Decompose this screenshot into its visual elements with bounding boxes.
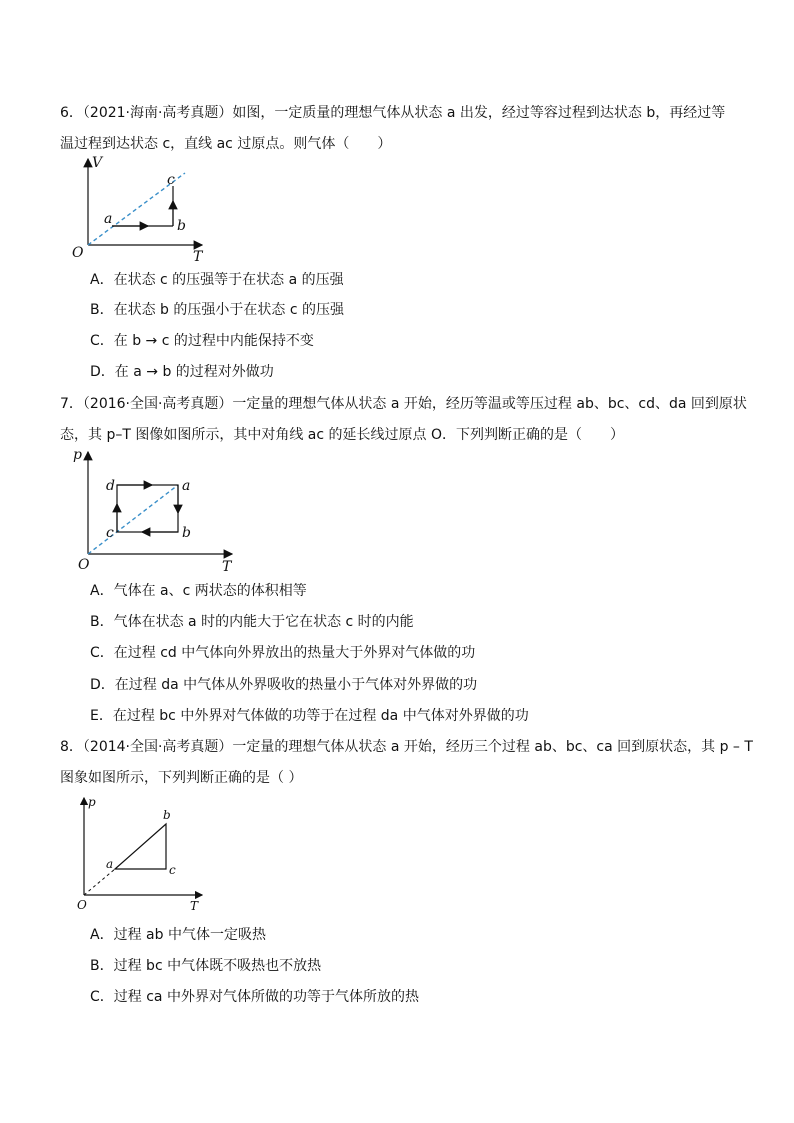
q6-option-c: C．在 b → c 的过程中内能保持不变 [90, 333, 314, 349]
q6-y-label: V [92, 155, 103, 171]
q7-option-c: C．在过程 cd 中气体向外界放出的热量大于外界对气体做的功 [90, 645, 476, 661]
q7-point-a: a [182, 478, 191, 494]
q8-stem-line2: 图象如图所示，下列判断正确的是（ ） [60, 770, 303, 786]
q8-point-b: b [163, 808, 171, 822]
q8-point-c: c [169, 863, 176, 877]
q8-y-label: p [88, 795, 96, 809]
q7-point-c: c [106, 525, 114, 541]
q6-stem-line1: 6．（2021·海南·高考真题）如图，一定质量的理想气体从状态 a 出发，经过等容过程到达状态 b，再经过等 [60, 105, 726, 121]
q8-option-c: C．过程 ca 中外界对气体所做的功等于气体所放的热 [90, 989, 419, 1005]
q7-stem-line1: 7．（2016·全国·高考真题）一定量的理想气体从状态 a 开始，经历等温或等压过程 ab、bc、cd、da 回到原状 [60, 396, 747, 412]
q7-point-b: b [182, 525, 191, 541]
q7-origin-label: O [78, 557, 90, 573]
q8-origin-dashed-line [84, 869, 115, 895]
q7-y-label: p [73, 447, 82, 463]
q8-option-b: B．过程 bc 中气体既不吸热也不放热 [90, 958, 322, 974]
q7-point-d: d [106, 478, 115, 494]
q7-option-a: A．气体在 a、c 两状态的体积相等 [90, 583, 307, 599]
q6-point-a: a [104, 211, 113, 227]
q6-x-label: T [193, 249, 203, 265]
q7-option-d: D．在过程 da 中气体从外界吸收的热量小于气体对外界做的功 [90, 677, 478, 693]
q7-x-label: T [222, 559, 232, 575]
q7-ac-dashed-line [88, 485, 178, 554]
q7-stem-line2: 态，其 p–T 图像如图所示，其中对角线 ac 的延长线过原点 O．下列判断正确的是（ ） [60, 427, 624, 443]
q7-option-e: E．在过程 bc 中外界对气体做的功等于在过程 da 中气体对外界做的功 [90, 708, 529, 724]
q6-option-a: A．在状态 c 的压强等于在状态 a 的压强 [90, 272, 344, 288]
q6-origin-label: O [72, 245, 84, 261]
q6-option-b: B．在状态 b 的压强小于在状态 c 的压强 [90, 302, 344, 318]
q6-stem-line2: 温过程到达状态 c，直线 ac 过原点。则气体（ ） [60, 136, 392, 152]
q7-option-b: B．气体在状态 a 时的内能大于它在状态 c 时的内能 [90, 614, 414, 630]
q7-figure [60, 447, 240, 577]
q6-point-b: b [177, 218, 186, 234]
q8-stem-line1: 8．（2014·全国·高考真题）一定量的理想气体从状态 a 开始，经历三个过程 ab、bc、ca 回到原状态，其 p – T [60, 739, 753, 755]
q8-origin-label: O [77, 898, 87, 912]
q6-point-c: c [167, 172, 175, 188]
q6-figure [60, 155, 210, 265]
q8-point-a: a [106, 857, 114, 871]
q8-x-label: T [190, 899, 199, 913]
q8-figure [60, 792, 210, 917]
q8-option-a: A．过程 ab 中气体一定吸热 [90, 927, 266, 943]
q8-cycle-triangle [115, 824, 166, 869]
q6-option-d: D．在 a → b 的过程对外做功 [90, 364, 274, 380]
